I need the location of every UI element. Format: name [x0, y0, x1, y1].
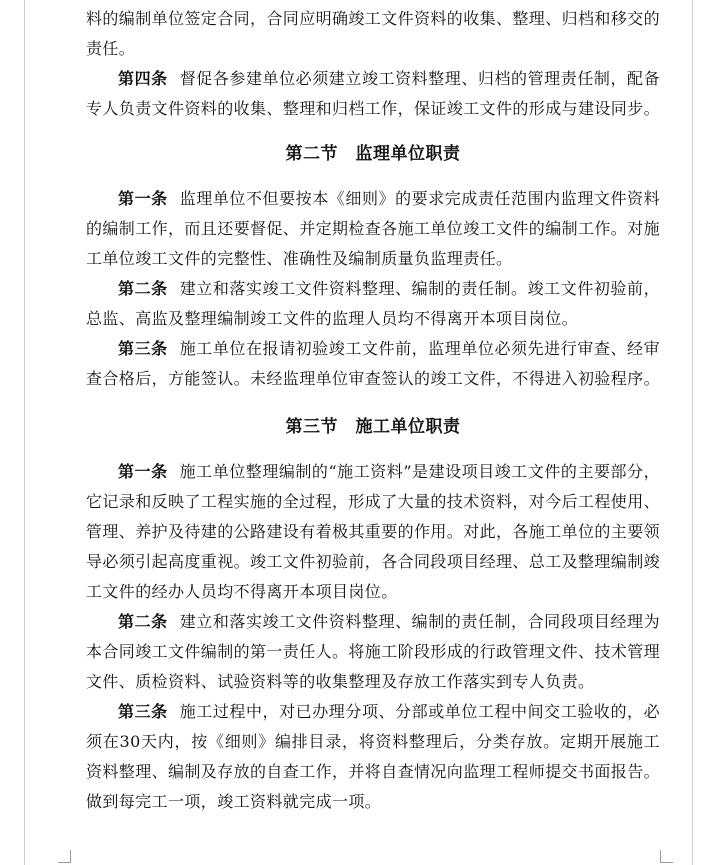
page-margin-line-right	[692, 0, 693, 865]
section2-article-1	[86, 184, 660, 274]
section2-article-2	[86, 274, 660, 334]
document-body	[86, 4, 660, 817]
section3-article-1	[86, 457, 660, 607]
section-heading-construction: 第三节 施工单位职责	[285, 417, 461, 437]
article-label: 第三条	[118, 702, 168, 721]
article-label: 第一条	[118, 462, 168, 481]
article-text: 督促各参建单位必须建立竣工资料整理、归档的管理责任制，配备专人负责文件资料的收集、整理和归档工作，保证竣工文件的形成与建设同步。	[86, 69, 661, 118]
section-heading-supervision: 第二节 监理单位职责	[285, 144, 461, 164]
article-text: 建立和落实竣工文件资料整理、编制的责任制。竣工文件初验前，总监、高监及整理编制竣工文件的监理人员均不得离开本项目岗位。	[86, 279, 660, 328]
margin-corner-mark-bottom-right	[660, 850, 673, 863]
article-text: 建立和落实竣工文件资料整理、编制的责任制，合同段项目经理为本合同竣工文件编制的第一责任人。将施工阶段形成的行政管理文件、技术管理文件、质检资料、试验资料等的收集整理及存放工作落实到专人负责。	[86, 612, 661, 691]
article-label: 第四条	[118, 69, 168, 88]
article-label: 第一条	[118, 189, 168, 208]
article-label: 第二条	[118, 612, 168, 631]
page-margin-line-left	[24, 0, 25, 865]
section3-article-2	[86, 607, 660, 697]
article-4	[86, 64, 660, 124]
section2-article-3	[86, 334, 660, 394]
article-text: 监理单位不但要按本《细则》的要求完成责任范围内监理文件资料的编制工作，而且还要督促、并定期检查各施工单位竣工文件的编制工作。对施工单位竣工文件的完整性、准确性及编制质量负监理责任。	[86, 189, 661, 268]
article-text: 施工单位在报请初验竣工文件前，监理单位必须先进行审查、经审查合格后，方能签认。未经监理单位审查签认的竣工文件，不得进入初验程序。	[86, 339, 661, 388]
paragraph-continuation: 料的编制单位签定合同，合同应明确竣工文件资料的收集、整理、归档和移交的责任。	[86, 9, 661, 58]
section3-article-3	[86, 697, 660, 817]
article-text: 施工单位整理编制的“施工资料”是建设项目竣工文件的主要部分，它记录和反映了工程实施的全过程，形成了大量的技术资料，对今后工程使用、管理、养护及待建的公路建设有着极其重要的作用。对此，各施工单位的主要领导必须引起高度重视。竣工文件初验前，各合同段项目经理、总工及整理编制竣工文件的经办人员均不得离开本项目岗位。	[86, 462, 661, 601]
margin-corner-mark-bottom-left	[58, 850, 71, 863]
article-label: 第三条	[118, 339, 168, 358]
article-label: 第二条	[118, 279, 168, 298]
article-text: 施工过程中，对已办理分项、分部或单位工程中间交工验收的，必须在30天内，按《细则》编排目录，将资料整理后，分类存放。定期开展施工资料整理、编制及存放的自查工作，并将自查情况向监理工程师提交书面报告。做到每完工一项，竣工资料就完成一项。	[86, 702, 661, 811]
